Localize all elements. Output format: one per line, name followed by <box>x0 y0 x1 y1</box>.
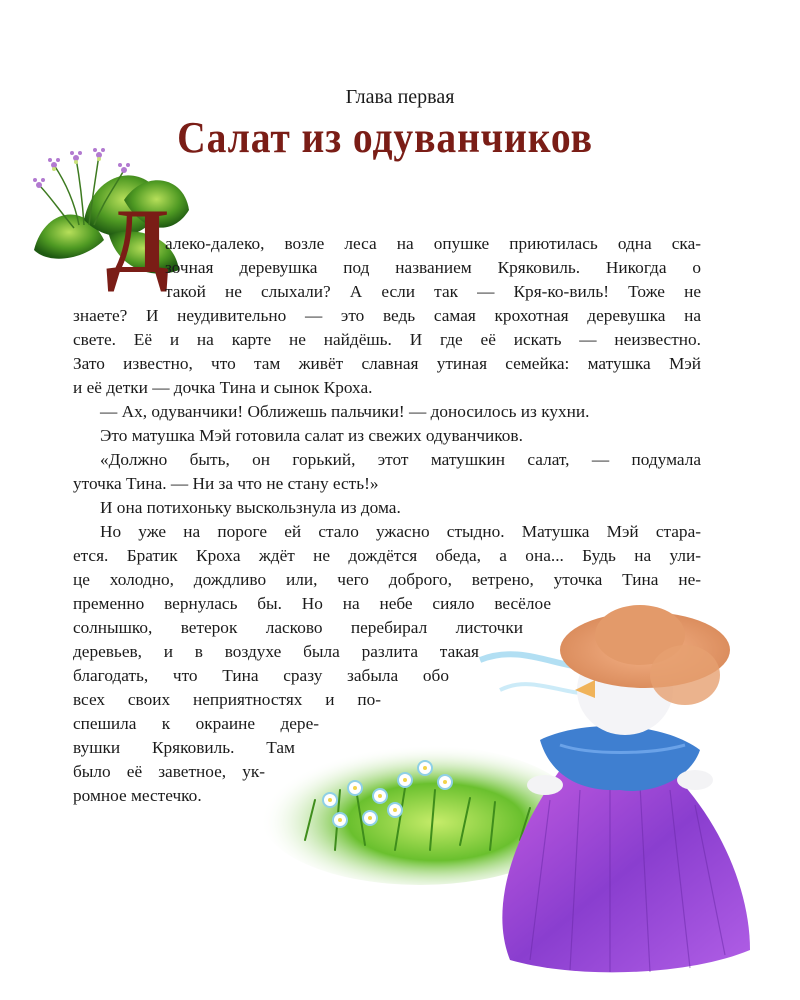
text-line: И она потихоньку выскользнула из дома. <box>100 498 401 517</box>
text-line: спешила к окраине дере- <box>73 714 319 733</box>
text-line: такой не слыхали? А если так — Кря-ко-виль! Тоже не <box>165 282 701 301</box>
text-line: знаете? И неудивительно — это ведь самая крохотная деревушка на <box>73 306 701 325</box>
text-line: вушки Кряковиль. Там <box>73 738 295 757</box>
text-line: «Должно быть, он горький, этот матушкин салат, — подумала <box>100 450 701 469</box>
text-line: це холодно, дождливо или, чего доброго, ветрено, уточка Тина не- <box>73 570 701 589</box>
text-line: уточка Тина. — Ни за что не стану есть!» <box>73 474 379 493</box>
text-line: было её заветное, ук- <box>73 762 265 781</box>
text-line: Но уже на пороге ей стало ужасно стыдно. Матушка Мэй стара- <box>100 522 701 541</box>
text-line: всех своих неприятностях и по- <box>73 690 381 709</box>
chapter-title: Салат из одуванчиков <box>177 113 593 162</box>
duckling-in-dress-illustration <box>470 580 770 980</box>
text-line: — Ах, одуванчики! Оближешь пальчики! — доносилось из кухни. <box>100 402 590 421</box>
text-line: свете. Её и на карте не найдёшь. И где её искать — неизвестно. <box>73 330 701 349</box>
drop-cap: Д <box>106 190 170 292</box>
text-line: благодать, что Тина сразу забыла обо <box>73 666 449 685</box>
text-line: солнышко, ветерок ласково перебирал листочки <box>73 618 523 637</box>
text-line: Зато известно, что там живёт славная утиная семейка: матушка Мэй <box>73 354 701 373</box>
chapter-label: Глава первая <box>345 86 455 108</box>
text-line: зочная деревушка под названием Кряковиль. Никогда о <box>165 258 701 277</box>
text-line: Это матушка Мэй готовила салат из свежих одуванчиков. <box>100 426 523 445</box>
text-line: деревьев, и в воздухе была разлита такая <box>73 642 479 661</box>
text-line: алеко-далеко, возле леса на опушке приютилась одна ска- <box>165 234 701 253</box>
text-line: ется. Братик Кроха ждёт не дождётся обеда, а она... Будь на ули- <box>73 546 701 565</box>
text-line: пременно вернулась бы. Но на небе сияло весёлое <box>73 594 551 613</box>
text-line: ромное местечко. <box>73 786 202 805</box>
text-line: и её детки — дочка Тина и сынок Кроха. <box>73 378 373 397</box>
